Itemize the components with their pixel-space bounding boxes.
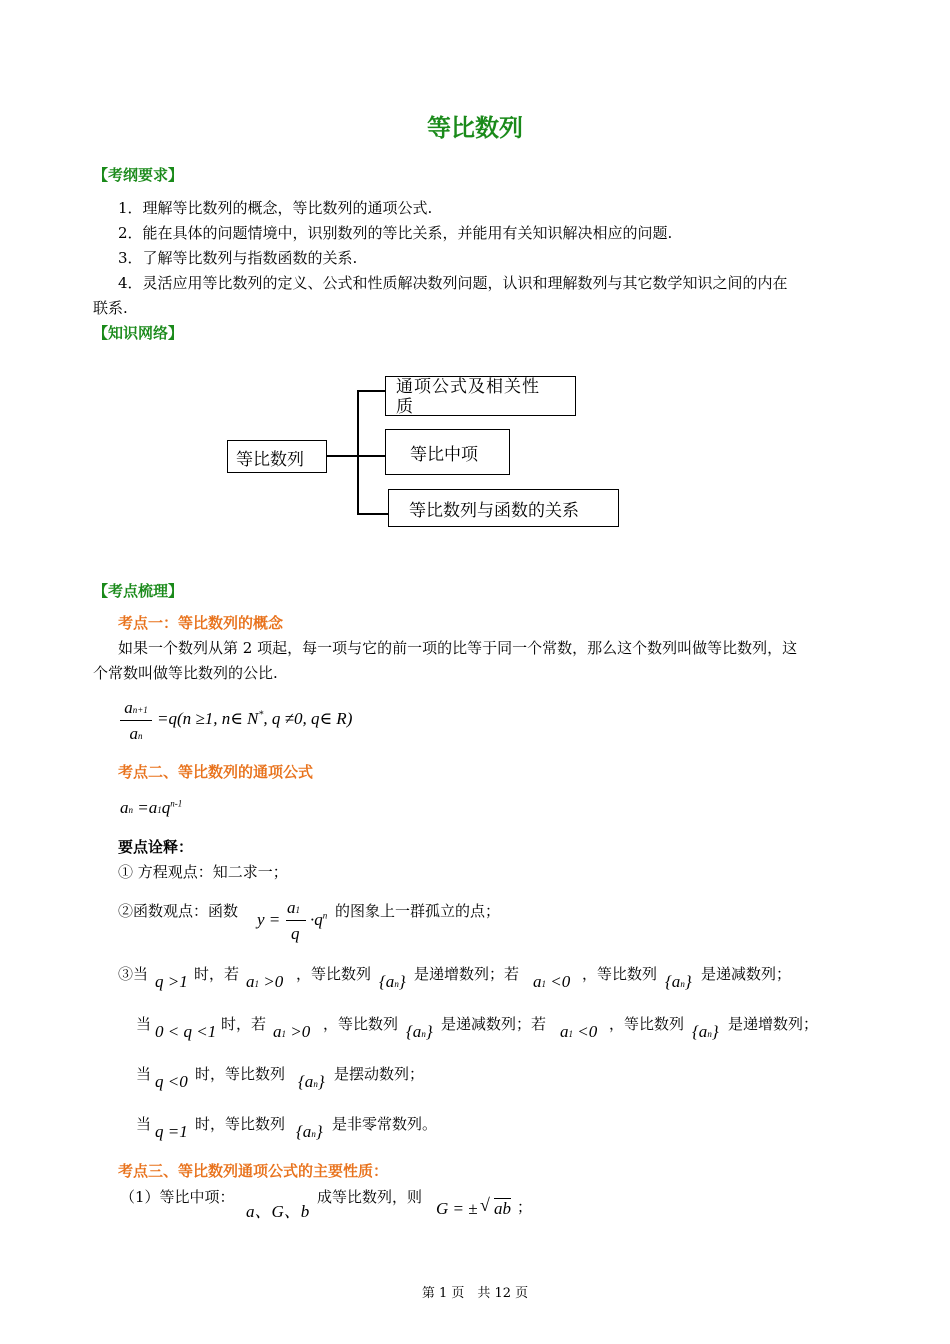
kp2-heading: 考点二、等比数列的通项公式 [118,763,314,781]
kp2-formula [120,798,182,818]
formula-part: y = [257,910,281,929]
formula-part: >0 [286,1022,311,1041]
formula-part: {a [665,972,681,991]
connector [357,455,386,457]
note-text: 是递增数列；若 [414,965,520,983]
section-heading-network: 【知识网络】 [93,324,184,342]
formula-sub: n [128,805,133,815]
note-text: 时，等比数列 [195,1065,286,1083]
formula-part: a [120,798,129,817]
node-general-term-line1: 通项公式及相关性 [396,377,540,397]
formula-part: 0 < q <1 [155,1022,217,1041]
note-text: 成等比数列，则 [317,1188,423,1206]
node-geometric-mean-label: 等比中项 [410,445,478,465]
formula-part: } [317,1072,325,1091]
section-heading-requirements: 【考纲要求】 [93,166,184,184]
formula-part: a [533,972,542,991]
fraction-bar [120,720,152,721]
formula-sub: 1 [254,979,259,989]
kp1-text: 个常数叫做等比数列的公比. [93,664,278,682]
note-equation-view: ① 方程观点：知二求一； [118,863,288,881]
formula-sub: 1 [541,979,546,989]
formula-sub: n [680,979,685,989]
page-title: 等比数列 [427,114,523,142]
formula-part: {a [406,1022,422,1041]
formula-part: q [161,798,171,817]
connector [327,455,358,457]
formula-part: } [684,972,692,991]
fraction-bar [286,920,306,921]
node-geometric-mean [385,429,510,475]
formula-part: q =1 [155,1122,188,1141]
formula-sub: 1 [157,805,162,815]
note-text: 是非零常数列。 [332,1115,438,1133]
note-text: 时，若 [194,965,240,983]
requirement-item: 2．能在具体的问题情境中，识别数列的等比关系，并能用有关知识解决相应的问题. [118,224,673,242]
node-function-relation-label: 等比数列与函数的关系 [409,501,579,521]
formula-sub: n [394,979,399,989]
formula-part: } [398,972,406,991]
node-general-term [385,376,576,416]
formula-numerator: a [287,898,296,917]
connector [357,390,359,514]
formula-sup: n [322,910,328,921]
formula-sub: n [707,1029,712,1039]
kp3-heading: 考点三、等比数列通项公式的主要性质： [118,1162,389,1180]
formula-sub: n [138,731,143,741]
formula-part: a [273,1022,282,1041]
requirement-item: 4．灵活应用等比数列的定义、公式和性质解决数列问题，认识和理解数列与其它数学知识之间的内在 [118,274,788,292]
note-text: ②函数观点：函数 [118,902,239,920]
note-text: 的图象上一群孤立的点； [335,902,501,920]
note-text: ③当 [118,965,149,983]
formula-sub: n [421,1029,426,1039]
formula-denominator: q [291,924,300,943]
node-function-relation [388,489,619,527]
kp1-text: 如果一个数列从第 2 项起，每一项与它的前一项的比等于同一个常数，那么这个数列叫做等比数列，这 [118,639,798,657]
notes-heading: 要点诠释： [118,838,194,856]
formula-sup: * [258,709,264,721]
note-text: （1）等比中项： [120,1188,235,1206]
formula-part: ·q [310,910,323,929]
requirement-item: 1．理解等比数列的概念，等比数列的通项公式. [118,199,433,217]
note-text: 是摆动数列； [334,1065,425,1083]
formula-part: G = ± [436,1199,478,1218]
formula-part: a、G、b [246,1202,310,1221]
formula-part: } [711,1022,719,1041]
formula-part: {a [298,1072,314,1091]
note-text: 当 [136,1115,152,1133]
note-text: ； [517,1198,533,1216]
formula-part: {a [692,1022,708,1041]
note-text: ，等比数列 [323,1015,399,1033]
formula-sub: n+1 [132,705,148,715]
formula-sub: 1 [281,1029,286,1039]
node-root [227,440,327,473]
note-text: ，等比数列 [296,965,372,983]
formula-part: <0 [546,972,571,991]
formula-sub: n [313,1079,318,1089]
formula-part: } [425,1022,433,1041]
note-text: 是递减数列；若 [441,1015,547,1033]
connector [357,513,389,515]
formula-sub: 1 [295,905,300,915]
note-text: 当 [136,1015,152,1033]
connector [357,390,386,392]
note-text: 时，等比数列 [195,1115,286,1133]
formula-tail: , q ≠0, q∈ R) [263,709,353,728]
formula-denominator: a [129,724,138,743]
note-text: 是递减数列； [701,965,792,983]
formula-sub: 1 [568,1029,573,1039]
formula-part: q >1 [155,972,188,991]
requirement-item: 联系. [93,299,128,317]
formula-part: } [315,1122,323,1141]
page-footer: 第 1 页 共 12 页 [421,1286,529,1301]
formula-part: =a [133,798,158,817]
note-text: ，等比数列 [609,1015,685,1033]
note-text: 是递增数列； [728,1015,819,1033]
formula-part: a [560,1022,569,1041]
requirement-item: 3．了解等比数列与指数函数的关系. [118,249,358,267]
node-root-label: 等比数列 [236,450,304,470]
formula-part: {a [379,972,395,991]
formula-sup: n-1 [170,798,183,809]
formula-body: =q(n ≥1, n∈ N [157,709,259,728]
formula-sub: n [311,1129,316,1139]
formula-numerator: a [124,698,133,717]
formula-part: >0 [259,972,284,991]
note-text: 当 [136,1065,152,1083]
formula-part: {a [296,1122,312,1141]
formula-part: <0 [573,1022,598,1041]
sqrt-icon: √ [480,1195,490,1215]
note-text: ，等比数列 [582,965,658,983]
formula-part: a [246,972,255,991]
formula-part: ab [494,1199,511,1218]
note-text: 时，若 [221,1015,267,1033]
node-general-term-line2: 质 [396,397,413,417]
formula-part: q <0 [155,1072,188,1091]
kp1-heading: 考点一：等比数列的概念 [118,614,284,632]
section-heading-points: 【考点梳理】 [93,582,184,600]
